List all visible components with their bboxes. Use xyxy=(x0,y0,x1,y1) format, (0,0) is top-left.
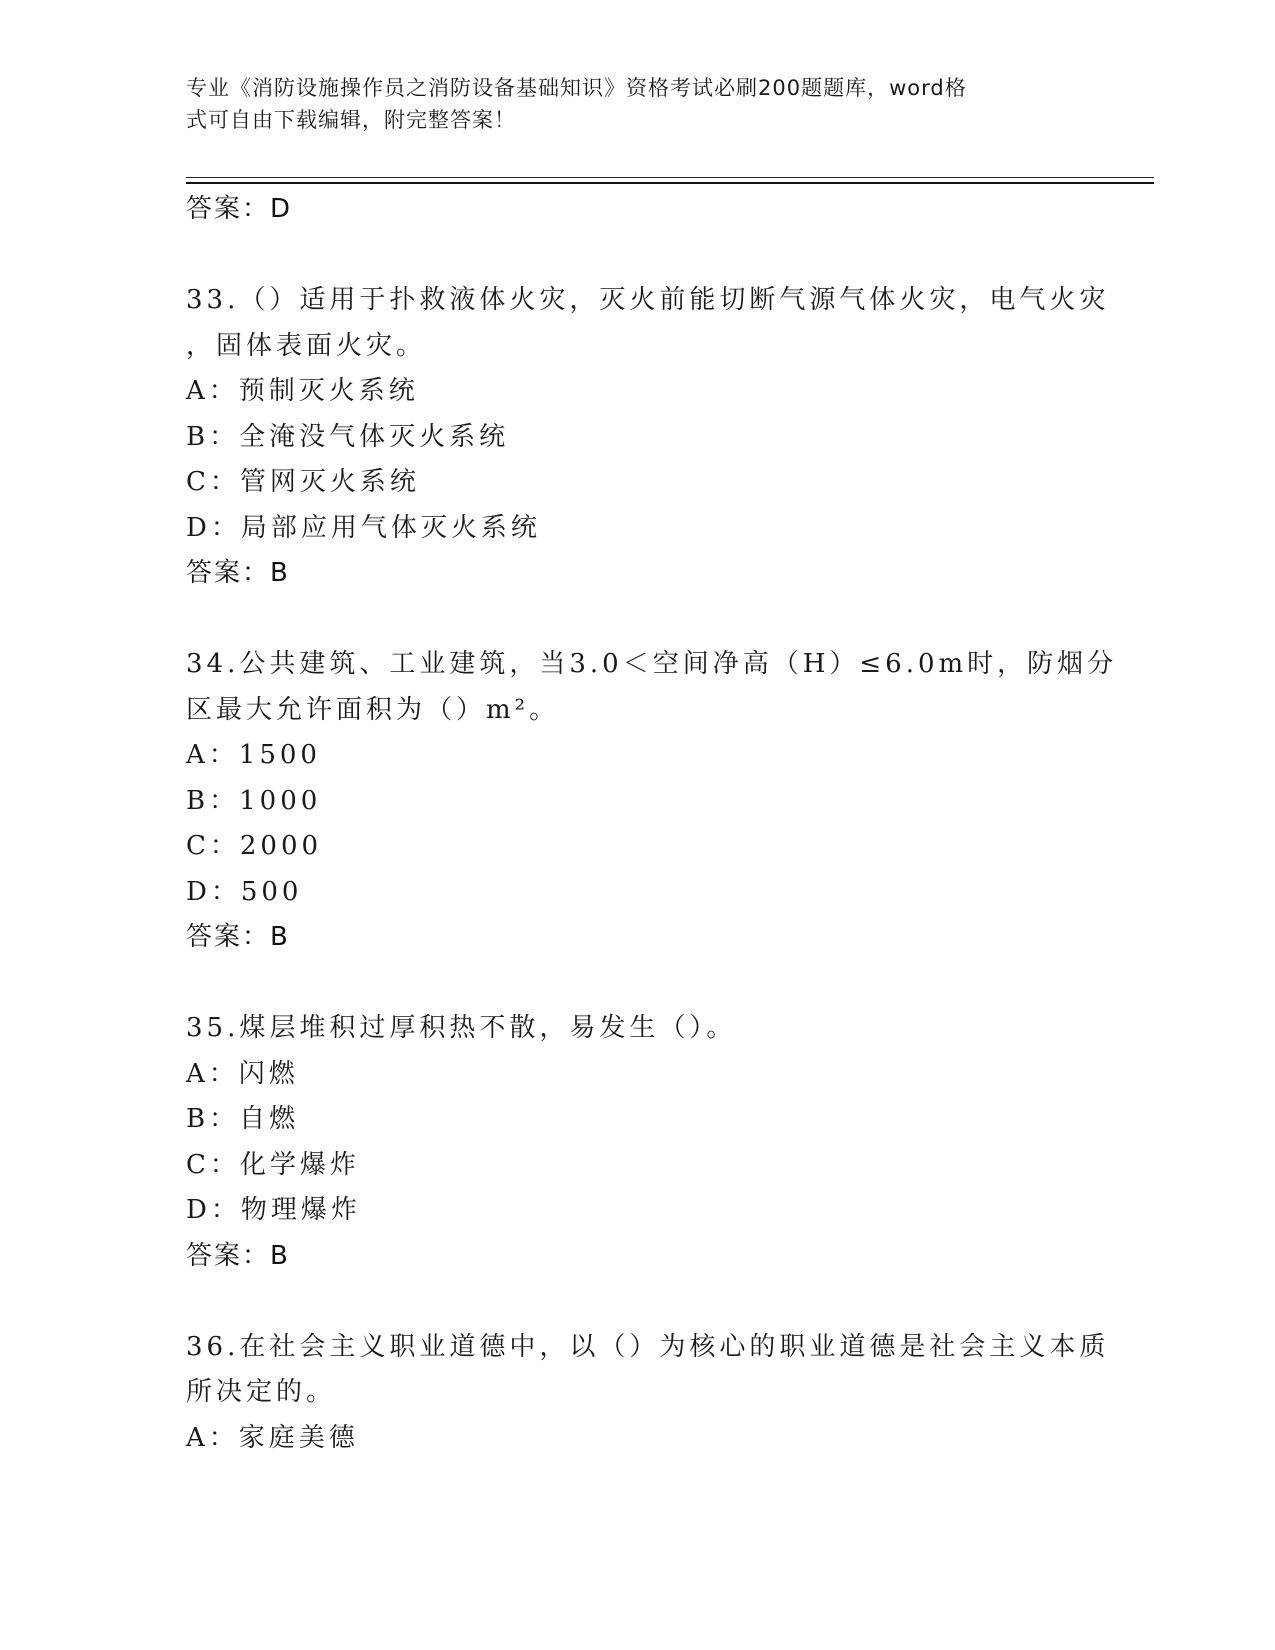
document-header xyxy=(186,72,1066,136)
question-stem-line: ，固体表面火灾。 xyxy=(186,330,427,361)
spacer xyxy=(186,1279,1086,1325)
header-title-line-1: 专业《消防设施操作员之消防设备基础知识》资格考试必刷200题题库，word格 xyxy=(186,76,967,100)
option-a: A：家庭美德 xyxy=(186,1422,359,1453)
question-stem-line: 区最大允许面积为（）m²。 xyxy=(186,694,560,725)
question-34 xyxy=(186,642,1118,961)
option-c: C：2000 xyxy=(186,831,323,861)
option-a: A：闪燃 xyxy=(186,1058,299,1089)
question-stem-line: 36.在社会主义职业道德中，以（）为核心的职业道德是社会主义本质 xyxy=(186,1331,1110,1362)
question-33 xyxy=(186,278,1110,597)
option-c: C：化学爆炸 xyxy=(186,1149,360,1180)
header-divider-thick xyxy=(186,182,1154,184)
question-stem-line: 33.（）适用于扑救液体火灾，灭火前能切断气源气体火灾，电气火灾 xyxy=(186,285,1110,315)
option-a: A：1500 xyxy=(186,740,321,770)
question-stem-line: 34.公共建筑、工业建筑，当3.0＜空间净高（H）≤6.0m时，防烟分 xyxy=(186,649,1118,679)
option-d: D：500 xyxy=(186,876,303,907)
answer-line: 答案：B xyxy=(186,1240,290,1271)
option-d: D：局部应用气体灭火系统 xyxy=(186,512,541,543)
spacer xyxy=(186,961,1086,1007)
previous-question-answer: 答案：D xyxy=(186,194,293,224)
question-list xyxy=(186,187,1118,1461)
question-35 xyxy=(186,1006,1086,1279)
header-divider-thin xyxy=(186,177,1154,178)
question-36 xyxy=(186,1325,1110,1462)
option-b: B：1000 xyxy=(186,785,322,816)
option-a: A：预制灭火系统 xyxy=(186,376,419,406)
spacer xyxy=(186,233,1086,279)
question-stem-line: 35.煤层堆积过厚积热不散，易发生（）。 xyxy=(186,1013,737,1043)
spacer xyxy=(186,597,1086,643)
header-title-line-2: 式可自由下载编辑，附完整答案！ xyxy=(186,108,516,132)
question-stem-line: 所决定的。 xyxy=(186,1377,337,1407)
option-b: B：全淹没气体灭火系统 xyxy=(186,421,510,452)
answer-line: 答案：B xyxy=(186,558,290,588)
option-b: B：自燃 xyxy=(186,1104,300,1134)
option-d: D：物理爆炸 xyxy=(186,1195,361,1225)
option-c: C：管网灭火系统 xyxy=(186,467,420,497)
answer-line: 答案：B xyxy=(186,922,290,952)
